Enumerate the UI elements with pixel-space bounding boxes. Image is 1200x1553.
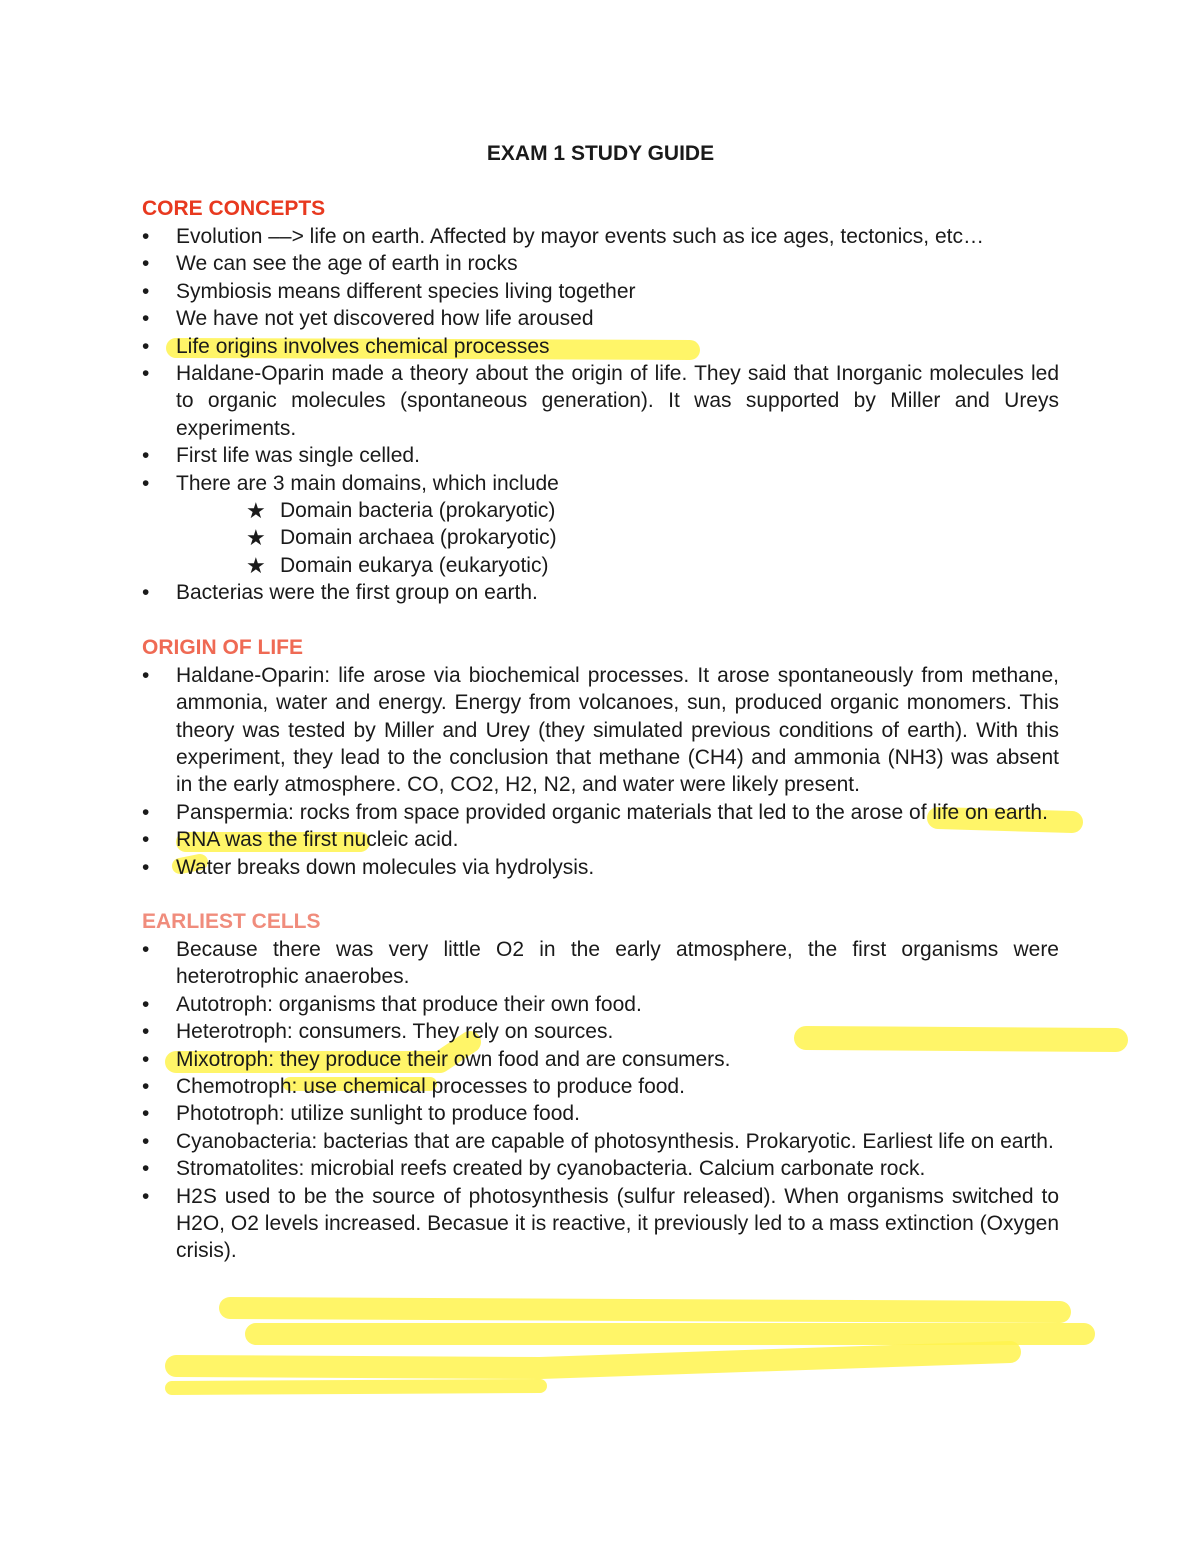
core-concepts-list <box>142 223 1059 607</box>
list-item: • Cyanobacteria: bacterias that are capable of photosynthesis. Prokaryotic. Earliest life on earth. <box>142 1128 1059 1155</box>
section-spacer <box>142 607 1059 634</box>
section-heading-earliest-cells: EARLIEST CELLS <box>142 909 321 933</box>
list-item: • Haldane-Oparin: life arose via biochemical processes. It arose spontaneously from methane, ammonia, water and energy. Energy from volcanoes, sun, produced organic monomers. This theory was tested by Miller and Urey (they simulated previous conditions of earth). With this experiment, they lead to the conclusion that methane (CH4) and ammonia (NH3) was absent in the early atmosphere. CO, CO2, H2, N2, and water were likely present. <box>142 663 1059 797</box>
list-item: • Stromatolites: microbial reefs created by cyanobacteria. Calcium carbonate rock. <box>142 1155 1059 1182</box>
sub-list-item: ★ Domain eukarya (eukaryotic) <box>246 552 549 578</box>
section-heading-core-concepts: CORE CONCEPTS <box>142 197 326 220</box>
study-guide-content <box>142 140 1059 1265</box>
star-icon: ★ <box>246 552 266 578</box>
star-icon: ★ <box>246 525 266 551</box>
list-item: • Autotroph: organisms that produce their own food. <box>142 991 1059 1018</box>
bullet-icon: • <box>142 1102 150 1126</box>
list-item: • Water breaks down molecules via hydrolysis. <box>142 854 1059 881</box>
list-item: • Panspermia: rocks from space provided organic materials that led to the arose of life on earth. <box>142 799 1059 826</box>
list-item: • There are 3 main domains, which include ★ Domain bacteria (prokaryotic) ★ Domain archaea (prokaryotic) ★ Domain eukarya (eukaryotic) <box>142 470 1059 580</box>
list-item: • Phototroph: utilize sunlight to produce food. <box>142 1100 1059 1127</box>
bullet-icon: • <box>142 937 150 961</box>
bullet-icon: • <box>142 1129 150 1153</box>
sub-list-item: ★ Domain bacteria (prokaryotic) <box>246 498 556 524</box>
bullet-icon: • <box>142 1047 150 1071</box>
list-item: • Because there was very little O2 in the early atmosphere, the first organisms were heterotrophic anaerobes. <box>142 937 1059 989</box>
bullet-icon: • <box>142 444 150 468</box>
bullet-icon: • <box>142 855 150 879</box>
bullet-icon: • <box>142 252 150 276</box>
bullet-icon: • <box>142 362 150 386</box>
list-item: • H2S used to be the source of photosynthesis (sulfur released). When organisms switched to H2O, O2 levels increased. Becasue it is reactive, it previously led to a mass extinction (Oxygen crisis). <box>142 1184 1059 1263</box>
list-item: • We have not yet discovered how life aroused <box>142 305 1059 332</box>
list-item: • We can see the age of earth in rocks <box>142 250 1059 277</box>
bullet-icon: • <box>142 1157 150 1181</box>
list-item: • Haldane-Oparin made a theory about the origin of life. They said that Inorganic molecules led to organic molecules (spontaneous generation). It was supported by Miller and Ureys experiments. <box>142 362 1059 440</box>
section-spacer <box>142 881 1059 908</box>
highlight-stroke <box>230 1308 1060 1312</box>
bullet-icon: • <box>142 800 150 824</box>
list-item: • Symbiosis means different species living together <box>142 278 1059 305</box>
bullet-icon: • <box>142 1074 150 1098</box>
domains-sublist <box>176 497 1059 579</box>
list-item: • Chemotroph: use chemical processes to produce food. <box>142 1073 1059 1100</box>
list-item: • Evolution ––> life on earth. Affected by mayor events such as ice ages, tectonics, etc… <box>142 223 1059 250</box>
list-item: • Life origins involves chemical processes <box>142 333 1059 360</box>
list-item: • Mixotroph: they produce their own food and are consumers. <box>142 1046 1059 1073</box>
highlight-stroke <box>176 1352 1010 1368</box>
bullet-icon: • <box>142 1184 150 1208</box>
bullet-icon: • <box>142 1020 150 1044</box>
bullet-icon: • <box>142 225 150 248</box>
section-heading-origin-of-life: ORIGIN OF LIFE <box>142 635 303 659</box>
list-item: • RNA was the first nucleic acid. <box>142 826 1059 853</box>
page-title: EXAM 1 STUDY GUIDE <box>486 142 715 165</box>
bullet-icon: • <box>142 334 150 358</box>
highlight-stroke <box>172 1386 540 1388</box>
bullet-icon: • <box>142 471 150 495</box>
list-item: • Heterotroph: consumers. They rely on sources. <box>142 1018 1059 1045</box>
star-icon: ★ <box>246 498 266 524</box>
bullet-icon: • <box>142 663 150 687</box>
bullet-icon: • <box>142 992 150 1016</box>
bullet-icon: • <box>142 279 150 303</box>
bullet-icon: • <box>142 581 150 605</box>
sub-list-item: ★ Domain archaea (prokaryotic) <box>246 525 557 551</box>
bullet-icon: • <box>142 828 150 852</box>
bullet-icon: • <box>142 307 150 331</box>
earliest-cells-list <box>142 936 1059 1265</box>
list-item: • Bacterias were the first group on earth. <box>142 579 1059 606</box>
origin-of-life-list <box>142 662 1059 881</box>
list-item: • First life was single celled. <box>142 442 1059 469</box>
